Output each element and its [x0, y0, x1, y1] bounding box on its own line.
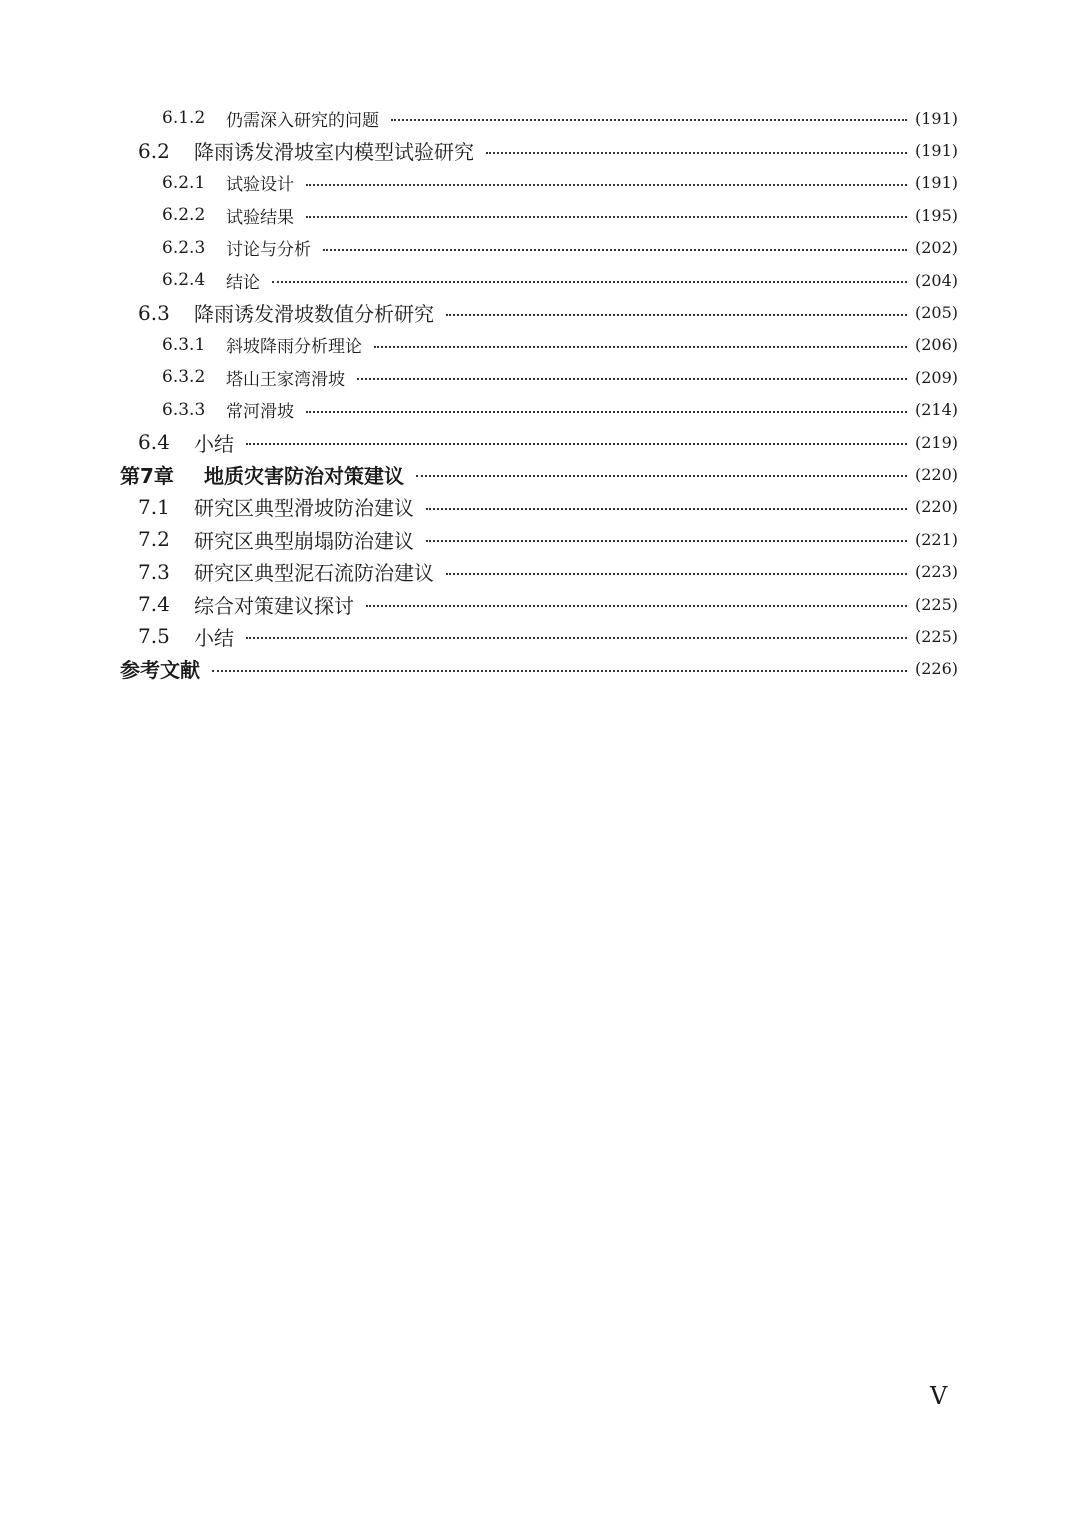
toc-entry-number: 第7章 — [120, 463, 174, 488]
toc-entry-number: 6.2.3 — [162, 237, 206, 258]
toc-entry-title: 研究区典型崩塌防治建议 — [194, 528, 414, 553]
table-of-contents — [0, 102, 1080, 685]
toc-entry — [0, 264, 1080, 296]
toc-entry — [0, 620, 1080, 652]
toc-entry-title: 仍需深入研究的问题 — [226, 110, 379, 131]
toc-entry-title: 地质灾害防治对策建议 — [204, 463, 404, 488]
toc-entry — [0, 361, 1080, 393]
toc-entry-title: 综合对策建议探讨 — [194, 593, 354, 618]
toc-entry-number: 7.3 — [138, 559, 170, 584]
toc-entry-page: (204) — [914, 270, 958, 290]
dot-leader — [272, 281, 907, 283]
toc-entry — [0, 491, 1080, 523]
toc-entry-page: (219) — [914, 432, 958, 452]
toc-entry-number: 6.3 — [138, 300, 170, 325]
dot-leader — [323, 249, 907, 251]
dot-leader — [306, 216, 907, 218]
toc-entry-page: (205) — [914, 303, 958, 323]
toc-entry — [0, 134, 1080, 166]
toc-entry-title: 小结 — [194, 625, 234, 650]
toc-entry-page: (220) — [914, 464, 958, 484]
dot-leader — [446, 573, 907, 575]
toc-entry-title: 塔山王家湾滑坡 — [226, 369, 345, 390]
toc-entry-page: (220) — [914, 497, 958, 517]
toc-entry-title: 研究区典型滑坡防治建议 — [194, 496, 414, 521]
toc-entry-page: (202) — [914, 238, 958, 258]
page-number: V — [930, 1382, 948, 1410]
dot-leader — [486, 152, 907, 154]
toc-entry-page: (209) — [914, 367, 958, 387]
toc-entry-number: 7.5 — [138, 624, 170, 649]
toc-entry-number: 6.2 — [138, 138, 170, 163]
toc-entry-page: (225) — [914, 594, 958, 614]
dot-leader — [426, 540, 907, 542]
dot-leader — [212, 670, 907, 672]
toc-entry — [0, 588, 1080, 620]
toc-entry-number: 6.4 — [138, 430, 170, 455]
toc-entry-page: (214) — [914, 400, 958, 420]
toc-entry — [0, 296, 1080, 328]
toc-entry-title: 斜坡降雨分析理论 — [226, 337, 362, 358]
dot-leader — [374, 346, 907, 348]
toc-entry-number: 6.2.1 — [162, 172, 206, 193]
toc-entry — [0, 523, 1080, 555]
toc-entry-number: 6.2.4 — [162, 270, 206, 291]
dot-leader — [446, 314, 907, 316]
dot-leader — [391, 119, 907, 121]
toc-entry-number: 7.4 — [138, 592, 170, 617]
toc-entry — [0, 167, 1080, 199]
toc-entry-number: 6.3.2 — [162, 367, 206, 388]
dot-leader — [306, 411, 907, 413]
dot-leader — [416, 475, 907, 477]
toc-entry — [0, 653, 1080, 685]
toc-entry-title: 降雨诱发滑坡数值分析研究 — [194, 302, 434, 327]
toc-entry-title: 降雨诱发滑坡室内模型试验研究 — [194, 140, 474, 165]
dot-leader — [246, 637, 907, 639]
toc-entry — [0, 329, 1080, 361]
toc-entry — [0, 199, 1080, 231]
toc-entry-number: 6.2.2 — [162, 205, 206, 226]
toc-entry-page: (225) — [914, 626, 958, 646]
toc-entry-page: (226) — [914, 659, 958, 679]
toc-entry-number: 6.3.1 — [162, 334, 206, 355]
toc-entry — [0, 102, 1080, 134]
toc-entry-title: 结论 — [226, 272, 260, 293]
toc-entry — [0, 394, 1080, 426]
toc-entry — [0, 426, 1080, 458]
toc-entry-page: (206) — [914, 335, 958, 355]
toc-entry-page: (191) — [914, 173, 958, 193]
dot-leader — [246, 443, 907, 445]
toc-entry — [0, 555, 1080, 587]
toc-entry-title: 试验结果 — [226, 207, 294, 228]
toc-entry-page: (221) — [914, 529, 958, 549]
toc-entry-title: 参考文献 — [120, 658, 200, 683]
toc-entry-page: (191) — [914, 141, 958, 161]
toc-entry-number: 7.2 — [138, 527, 170, 552]
toc-entry-number: 6.1.2 — [162, 108, 206, 129]
dot-leader — [357, 378, 907, 380]
toc-entry — [0, 232, 1080, 264]
toc-entry-number: 7.1 — [138, 494, 170, 519]
toc-entry — [0, 458, 1080, 490]
toc-entry-title: 常河滑坡 — [226, 402, 294, 423]
toc-entry-title: 讨论与分析 — [226, 240, 311, 261]
dot-leader — [366, 605, 907, 607]
dot-leader — [306, 184, 907, 186]
dot-leader — [426, 508, 907, 510]
toc-entry-title: 试验设计 — [226, 175, 294, 196]
toc-entry-title: 研究区典型泥石流防治建议 — [194, 561, 434, 586]
toc-entry-page: (223) — [914, 562, 958, 582]
toc-entry-title: 小结 — [194, 431, 234, 456]
toc-entry-page: (191) — [914, 108, 958, 128]
toc-entry-number: 6.3.3 — [162, 399, 206, 420]
toc-entry-page: (195) — [914, 205, 958, 225]
